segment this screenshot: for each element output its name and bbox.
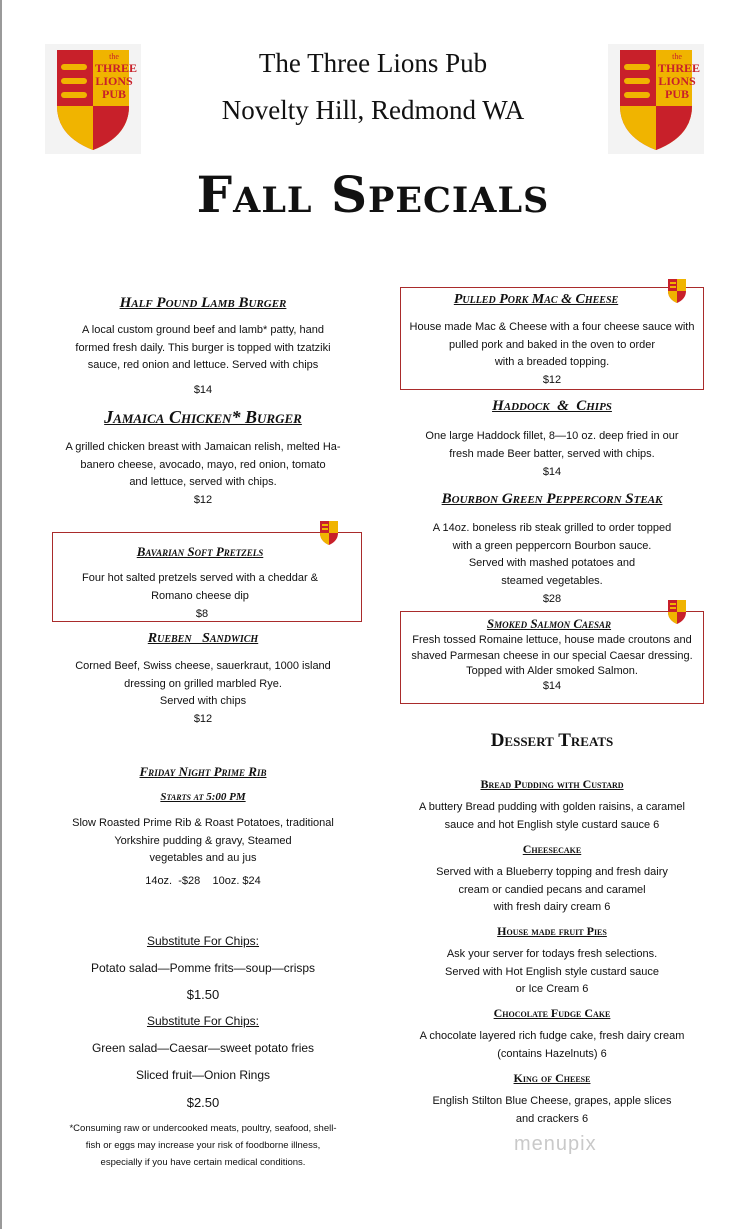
dessert-name-cheesecake: Cheesecake — [522, 842, 582, 856]
dish-title-salmon: Smoked Salmon Caesar — [486, 616, 612, 631]
dish-title-pretzels: Bavarian Soft Pretzels — [136, 544, 264, 559]
dish-price-salmon: $14 — [542, 680, 562, 692]
substitute-title-1: Substitute For Chips: — [146, 934, 260, 948]
dish-desc-steak: A 14oz. boneless rib steak grilled to order topped with a green peppercorn Bourbon sauce. Served with mashed potatoes and steamed vegetables. — [432, 522, 672, 587]
logo-the: the — [672, 52, 682, 61]
logo-left — [45, 44, 141, 154]
dessert-title: Dessert Treats — [490, 730, 614, 751]
shield-icon — [319, 520, 339, 546]
dessert-desc-fruit-pies: Ask your server for todays fresh selections. Served with Hot English style custard sauce or Ice Cream 6 — [445, 948, 659, 995]
dish-price-rueben: $12 — [193, 713, 213, 725]
dish-desc-rueben: Corned Beef, Swiss cheese, sauerkraut, 1000 island dressing on grilled marbled Rye. Served with chips — [75, 660, 331, 707]
dish-desc-salmon: Fresh tossed Romaine lettuce, house made croutons and shaved Parmesan cheese in our special Caesar dressing. Topped with Alder smoked Salmon. — [411, 634, 693, 677]
dish-title-steak: Bourbon Green Peppercorn Steak — [441, 491, 663, 507]
dish-price-pretzels: $8 — [195, 608, 209, 620]
logo-the: the — [109, 52, 119, 61]
dish-title-rueben: Rueben Sandwich — [147, 631, 259, 646]
dish-desc-prime-rib: Slow Roasted Prime Rib & Roast Potatoes, traditional Yorkshire pudding & gravy, Steamed vegetables and au jus — [72, 817, 334, 864]
dish-desc-lamb-burger: A local custom ground beef and lamb* patty, hand formed fresh daily. This burger is topped with tzatziki sauce, red onion and lettuce. Served with chips — [75, 324, 331, 371]
pub-location: Novelty Hill, Redmond WA — [221, 95, 525, 125]
dish-title-mac-cheese: Pulled Pork Mac & Cheese — [453, 292, 619, 307]
substitute-items-3: Sliced fruit—Onion Rings — [135, 1068, 271, 1082]
dish-title-lamb-burger: Half Pound Lamb Burger — [119, 295, 287, 311]
dish-price-haddock: $14 — [542, 466, 562, 478]
dish-price-lamb-burger: $14 — [193, 384, 213, 396]
dish-title-jamaica-burger: Jamaica Chicken* Burger — [104, 407, 302, 427]
prime-rib-start-time: Starts at 5:00 PM — [160, 791, 246, 803]
dessert-desc-cheesecake: Served with a Blueberry topping and fresh dairy cream or candied pecans and caramel with fresh dairy cream 6 — [436, 866, 668, 913]
logo-words: THREE LIONS PUB — [95, 61, 138, 101]
dessert-desc-king-of-cheese: English Stilton Blue Cheese, grapes, apple slices and crackers 6 — [432, 1095, 672, 1125]
disclaimer: *Consuming raw or undercooked meats, poultry, seafood, shell- fish or eggs may increase your risk of foodborne illness, especially if you have certain medical conditions. — [69, 1123, 337, 1168]
dish-desc-jamaica-burger: A grilled chicken breast with Jamaican relish, melted Ha- banero cheese, avocado, mayo, red onion, tomato and lettuce, served with chips. — [65, 441, 341, 488]
dish-desc-mac-cheese: House made Mac & Cheese with a four cheese sauce with pulled pork and baked in the oven to order with a breaded topping. — [409, 321, 695, 368]
dessert-desc-fudge-cake: A chocolate layered rich fudge cake, fresh dairy cream (contains Hazelnuts) 6 — [419, 1030, 685, 1060]
dish-desc-pretzels: Four hot salted pretzels served with a cheddar & Romano cheese dip — [81, 572, 318, 602]
dish-price-prime-rib: 14oz. -$28 10oz. $24 — [145, 875, 261, 887]
dish-title-haddock: Haddock & Chips — [492, 398, 612, 414]
dessert-name-fudge-cake: Chocolate Fudge Cake — [493, 1006, 611, 1020]
pub-name: The Three Lions Pub — [258, 48, 488, 78]
logo-right — [608, 44, 704, 154]
substitute-items-2: Green salad—Caesar—sweet potato fries — [91, 1041, 315, 1055]
substitute-price-2: $2.50 — [186, 1095, 220, 1110]
dish-price-steak: $28 — [542, 593, 562, 605]
dish-title-prime-rib: Friday Night Prime Rib — [139, 764, 267, 779]
dish-price-mac-cheese: $12 — [542, 374, 562, 386]
page-border — [0, 0, 2, 1229]
substitute-title-2: Substitute For Chips: — [146, 1014, 260, 1028]
substitute-price-1: $1.50 — [186, 987, 220, 1002]
dish-desc-haddock: One large Haddock fillet, 8—10 oz. deep fried in our fresh made Beer batter, served with chips. — [425, 430, 679, 460]
dish-price-jamaica-burger: $12 — [193, 494, 213, 506]
logo-words: THREE LIONS PUB — [658, 61, 701, 101]
substitute-items-1: Potato salad—Pomme frits—soup—crisps — [90, 961, 316, 975]
page-title: Fall Specials — [196, 165, 550, 224]
watermark: menupix — [514, 1133, 597, 1155]
dessert-name-king-of-cheese: King of Cheese — [513, 1071, 591, 1085]
dessert-name-fruit-pies: House made fruit Pies — [497, 924, 607, 938]
dessert-name-bread-pudding: Bread Pudding with Custard — [480, 777, 624, 791]
dessert-desc-bread-pudding: A buttery Bread pudding with golden raisins, a caramel sauce and hot English style custard sauce 6 — [419, 801, 685, 831]
